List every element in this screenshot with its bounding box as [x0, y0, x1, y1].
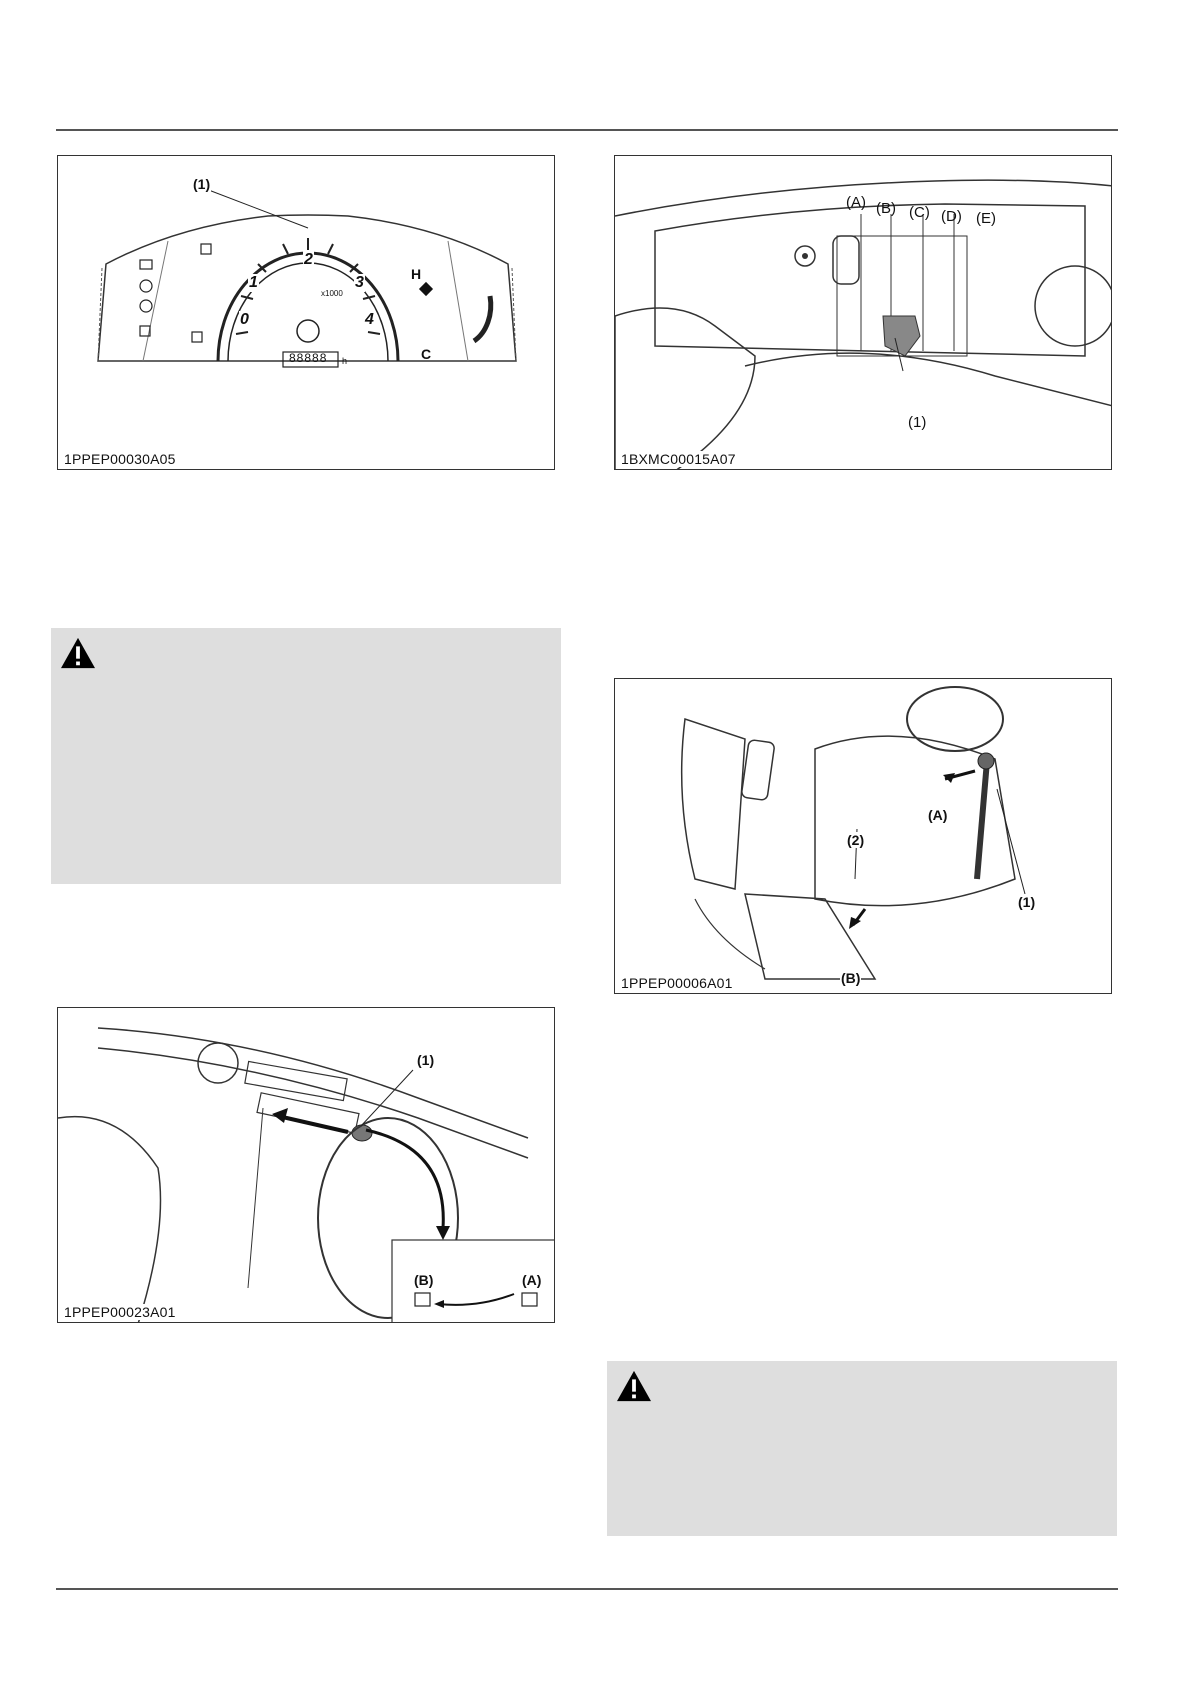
shuttle-lever-drawing — [58, 1008, 555, 1323]
position-b: (B) — [876, 200, 896, 217]
warning-box-2 — [607, 1361, 1117, 1536]
tick-label-4: 4 — [365, 311, 374, 328]
callout-1: (1) — [193, 176, 211, 192]
figure-code: 1PPEP00006A01 — [621, 975, 733, 991]
inset-label-b: (B) — [414, 1272, 434, 1288]
rpm-multiplier: x1000 — [321, 289, 343, 298]
instrument-panel-drawing — [58, 156, 555, 470]
callout-b: (B) — [841, 970, 861, 986]
tick-label-2: 2 — [304, 251, 313, 268]
figure-lever-positions — [614, 155, 1112, 470]
tick-label-3: 3 — [355, 274, 364, 291]
figure-code: 1BXMC00015A07 — [621, 451, 736, 467]
position-d: (D) — [941, 208, 962, 225]
warning-triangle-icon — [615, 1369, 653, 1403]
figure-instrument-panel — [57, 155, 555, 470]
hour-meter-display: 88888 — [289, 351, 328, 365]
position-a: (A) — [846, 194, 866, 211]
hour-meter-unit: h — [342, 356, 348, 366]
warning-triangle-icon — [59, 636, 97, 670]
callout-a: (A) — [928, 807, 948, 823]
footer-rule — [56, 1588, 1118, 1590]
temp-cold-label: C — [421, 346, 432, 362]
tick-label-0: 0 — [240, 311, 249, 328]
warning-box-1 — [51, 628, 561, 884]
temp-hot-label: H — [411, 266, 422, 282]
figure-shuttle-lever — [57, 1007, 555, 1323]
figure-parking-brake — [614, 678, 1112, 994]
inset-label-a: (A) — [522, 1272, 542, 1288]
callout-1: (1) — [417, 1052, 435, 1068]
callout-1: (1) — [1018, 894, 1036, 910]
callout-1: (1) — [908, 414, 927, 431]
figure-code: 1PPEP00030A05 — [64, 451, 176, 467]
callout-2: (2) — [847, 832, 865, 848]
figure-code: 1PPEP00023A01 — [64, 1304, 176, 1320]
header-rule — [56, 129, 1118, 131]
position-c: (C) — [909, 204, 930, 221]
tick-label-1: 1 — [249, 274, 258, 291]
position-e: (E) — [976, 210, 996, 227]
